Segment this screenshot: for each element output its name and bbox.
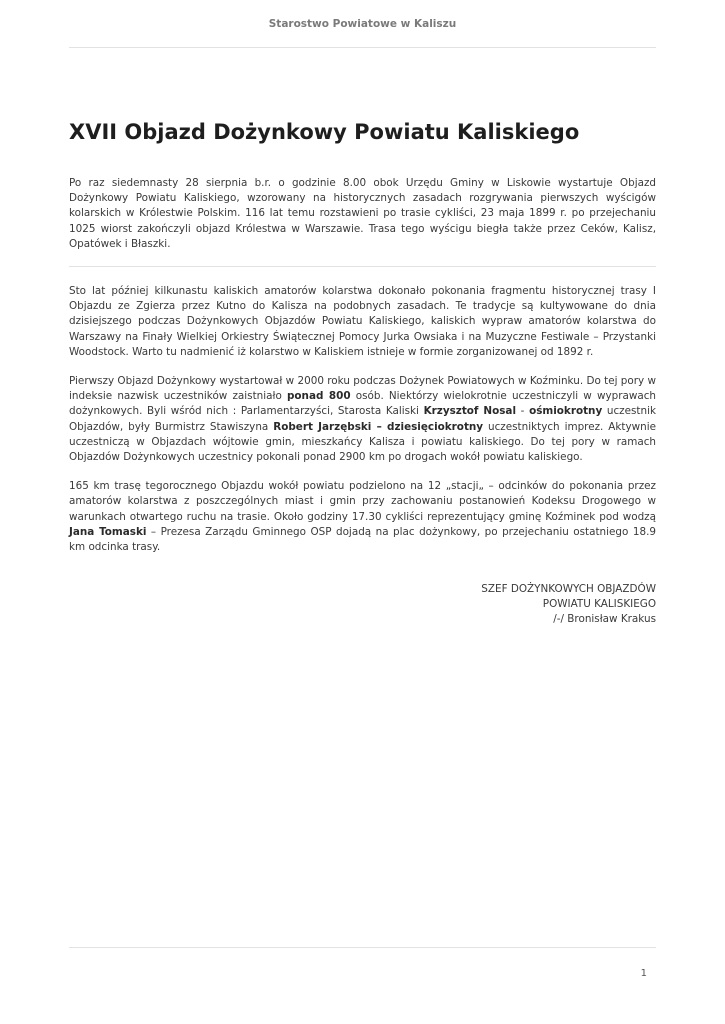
- signature-line-subtitle: POWIATU KALISKIEGO: [542, 598, 656, 611]
- signature-line-title: SZEF DOŻYNKOWYCH OBJAZDÓW: [481, 583, 656, 595]
- section-divider: [69, 266, 656, 267]
- footer-divider: [69, 947, 656, 948]
- intro-paragraph: Po raz siedemnasty 28 sierpnia b.r. o godzinie 8.00 obok Urzędu Gminy w Liskowie wystartuje Objazd Dożynkowy Powiatu Kaliskiego, wzorowany na historycznych zasadach rozgrywania pierwszych wyścigów kolarskich w Królestwie Polskim. 116 lat temu rozstawieni po trasie cykliści, 23 maja 1899 r. po przejechaniu 1025 wiorst zakończyli objazd Królestwa w Warszawie. Trasa tego wyścigu biegła także przez Ceków, Kalisz, Opatówek i Błaszki.: [69, 177, 656, 250]
- document-title: XVII Objazd Dożynkowy Powiatu Kaliskiego: [69, 120, 580, 144]
- route-paragraph: 165 km trasę tegorocznego Objazdu wokół powiatu podzielono na 12 „stacji„ – odcinków do pokonania przez amatorów kolarstwa z poszczególnych miast i gmin przy zachowaniu postanowień Kodeksu Drogowego w warunkach otwartego ruchu na trasie. Około godziny 17.30 cykliści reprezentujący gminę Koźminek pod wodzą Jana Tomaski – Prezesa Zarządu Gminnego OSP dojadą na plac dożynkowy, po przejechaniu ostatniego 18.9 km odcinka trasy.: [69, 480, 656, 554]
- leader-name: Jana Tomaski: [69, 525, 147, 538]
- signature-line-name: /-/ Bronisław Krakus: [553, 613, 656, 626]
- intro-section: [69, 176, 656, 252]
- first-objazd-paragraph: Pierwszy Objazd Dożynkowy wystartował w 2000 roku podczas Dożynek Powiatowych w Koźminku. Do tej pory w indeksie nazwisk uczestników zaistniało ponad 800 osób. Niektórzy wielokrotnie uczestniczyli w wyprawach dożynkowych. Byli wśród nich : Parlamentarzyści, Starosta Kaliski Krzysztof Nosal - ośmiokrotny uczestnik Objazdów, były Burmistrz Stawiszyna Robert Jarzębski – dziesięciokrotny uczestniktych imprez. Aktywnie uczestniczą w Objazdach wójtowie gmin, mieszkańcy Kalisza i powiatu kaliskiego. Do tej pory w ramach Objazdów Dożynkowych uczestnicy pokonali ponad 2900 km po drogach wokół powiatu kaliskiego.: [69, 375, 657, 464]
- history-paragraph: Sto lat później kilkunastu kaliskich amatorów kolarstwa dokonało pokonania fragmentu historycznej trasy I Objazdu ze Zgierza przez Kutno do Kalisza na podobnych zasadach. Te tradycje są kultywowane do dnia dzisiejszego podczas Dożynkowych Objazdów Powiatu Kaliskiego, kaliskich wypraw amatorów kolarstwa do Warszawy na Finały Wielkiej Orkiestry Świątecznej Pomocy Jurka Owsiaka i na Muzyczne Festiwale – Przystanki Woodstock. Warto tu nadmienić iż kolarstwo w Kaliskiem istnieje w formie zorganizowanej od 1892 r.: [69, 285, 656, 358]
- header-divider: [69, 47, 656, 48]
- page-number: 1: [640, 968, 647, 979]
- signature-block: [481, 582, 656, 628]
- burmistrz-name: Robert Jarzębski – dziesięciokrotny: [273, 420, 484, 433]
- page-header: Starostwo Powiatowe w Kaliszu: [268, 18, 457, 30]
- participants-count: ponad 800: [286, 390, 351, 403]
- starosta-name: Krzysztof Nosal: [423, 405, 517, 418]
- starosta-count: ośmiokrotny: [529, 405, 603, 418]
- body-section: [69, 284, 656, 555]
